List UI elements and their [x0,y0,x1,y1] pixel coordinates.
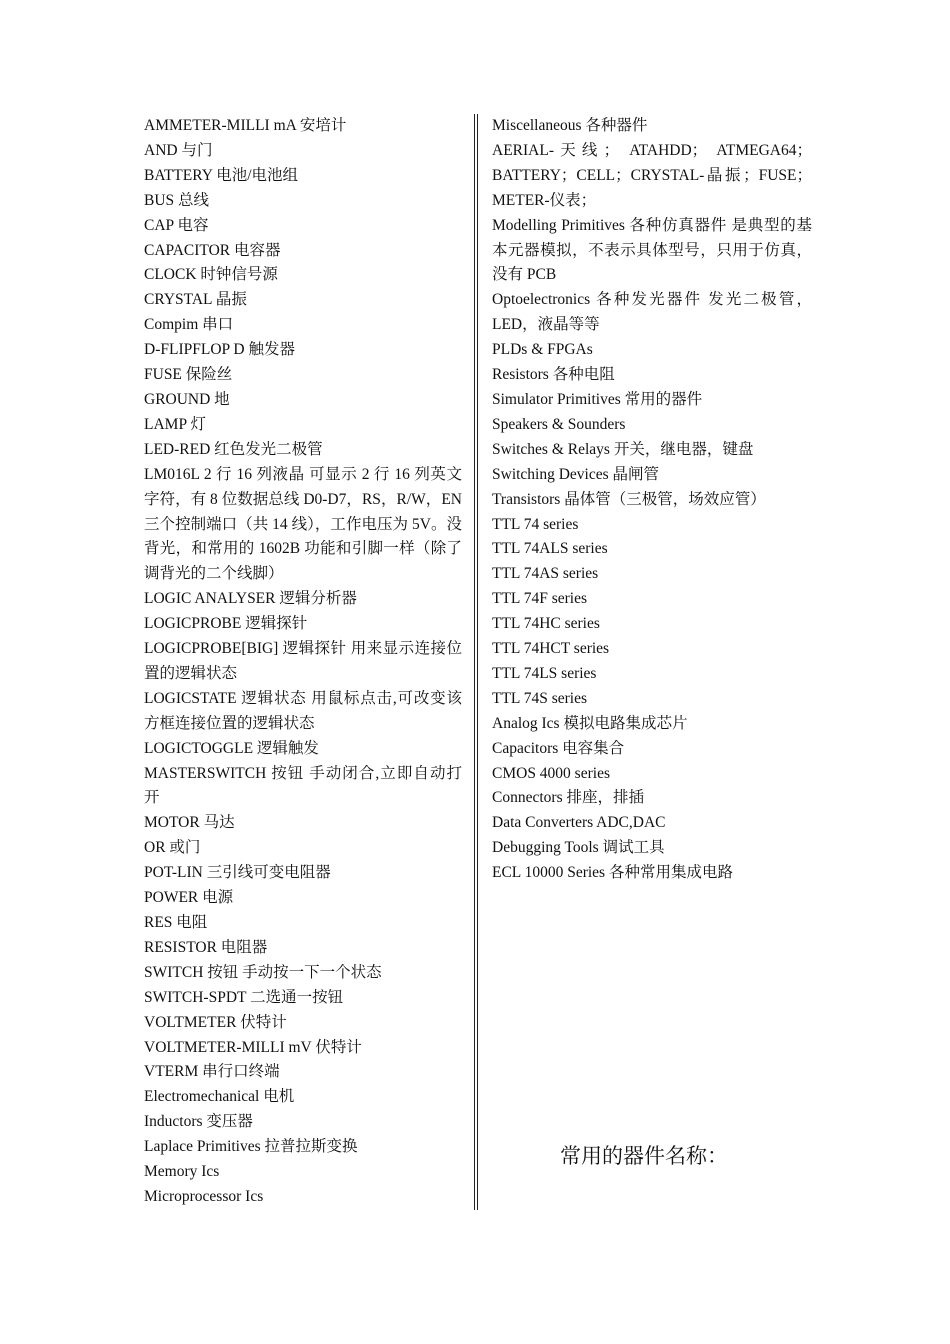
component-entry: SWITCH 按钮 手动按一下一个状态 [144,963,382,981]
component-entry: CMOS 4000 series [492,764,610,782]
component-entry: D-FLIPFLOP D 触发器 [144,341,295,359]
component-entry: TTL 74 series [492,515,579,533]
component-entry: Simulator Primitives 常用的器件 [492,390,703,408]
component-entry: Electromechanical 电机 [144,1088,295,1106]
component-entry: CLOCK 时钟信号源 [144,266,278,284]
component-entry: CRYSTAL 晶振 [144,291,247,309]
right-column [492,114,812,886]
component-entry: TTL 74LS series [492,664,597,682]
component-entry: Memory Ics [144,1163,220,1181]
component-entry: Connectors 排座，排插 [492,789,644,807]
component-entry: MASTERSWITCH 按钮 手动闭合,立即自动打开 [144,764,462,807]
component-entry: Resistors 各种电阻 [492,366,615,384]
component-entry: TTL 74AS series [492,565,599,583]
component-entry: TTL 74F series [492,590,587,608]
component-entry: OR 或门 [144,839,201,857]
component-entry: Debugging Tools 调试工具 [492,839,665,857]
component-entry: VTERM 串行口终端 [144,1063,280,1081]
component-entry: Microprocessor Ics [144,1187,264,1205]
component-entry: LOGICPROBE[BIG] 逻辑探针 用来显示连接位置的逻辑状态 [144,640,462,682]
component-entry: Compim 串口 [144,316,234,334]
component-entry: AMMETER-MILLI mA 安培计 [144,117,347,134]
component-entry: Analog Ics 模拟电路集成芯片 [492,714,688,732]
component-entry: TTL 74HC series [492,615,600,633]
component-entry: RESISTOR 电阻器 [144,938,268,956]
left-column [144,114,462,1210]
component-entry: LOGICSTATE 逻辑状态 用鼠标点击,可改变该方框连接位置的逻辑状态 [144,689,462,732]
section-heading: 常用的器件名称： [560,1144,728,1168]
component-entry: LOGICTOGGLE 逻辑触发 [144,739,319,757]
component-entry: CAPACITOR 电容器 [144,241,281,259]
component-entry: RES 电阻 [144,914,208,931]
component-entry: AERIAL-天线； ATAHDD； ATMEGA64；BATTERY；CELL；CRYSTAL-晶振；FUSE；METER-仪表； [492,141,812,209]
component-entry: LOGICPROBE 逻辑探针 [144,615,308,633]
component-entry: Miscellaneous 各种器件 [492,117,648,134]
component-entry: MOTOR 马达 [144,814,235,832]
component-entry: POT-LIN 三引线可变电阻器 [144,864,331,882]
component-entry: Capacitors 电容集合 [492,739,625,757]
component-entry: BATTERY 电池/电池组 [144,166,299,184]
component-entry: AND 与门 [144,141,213,159]
component-entry: VOLTMETER 伏特计 [144,1013,287,1031]
component-entry: Laplace Primitives 拉普拉斯变换 [144,1138,358,1156]
component-entry: TTL 74HCT series [492,640,610,658]
component-entry: TTL 74ALS series [492,540,608,558]
component-entry: POWER 电源 [144,889,234,907]
component-entry: Data Converters ADC,DAC [492,814,666,832]
component-entry: LM016L 2 行 16 列液晶 可显示 2 行 16 列英文字符，有 8 位数据总线 D0-D7，RS，R/W，EN 三个控制端口（共 14 线），工作电压为 5V。没背光，和常用的 1602B 功能和引脚一样（除了调背光的二个线脚） [144,465,462,583]
component-entry: Transistors 晶体管（三极管，场效应管） [492,490,766,508]
component-entry: LAMP 灯 [144,415,206,433]
component-entry: VOLTMETER-MILLI mV 伏特计 [144,1038,362,1056]
component-entry: Speakers & Sounders [492,415,626,433]
component-entry: Inductors 变压器 [144,1113,253,1131]
component-entry: LED-RED 红色发光二极管 [144,440,323,458]
component-entry: Switching Devices 晶闸管 [492,465,660,483]
component-entry: BUS 总线 [144,191,210,209]
column-divider [474,114,478,1210]
component-entry: GROUND 地 [144,390,230,408]
component-entry: ECL 10000 Series 各种常用集成电路 [492,864,733,882]
component-entry: SWITCH-SPDT 二选通一按钮 [144,988,344,1006]
component-entry: Optoelectronics 各种发光器件 发光二极管，LED，液晶等等 [492,291,812,334]
component-entry: Modelling Primitives 各种仿真器件 是典型的基本元器模拟，不表示具体型号，只用于仿真，没有 PCB [492,216,812,284]
component-entry: Switches & Relays 开关，继电器，键盘 [492,440,754,458]
component-entry: LOGIC ANALYSER 逻辑分析器 [144,590,357,608]
component-entry: CAP 电容 [144,216,209,234]
component-entry: PLDs & FPGAs [492,341,593,359]
component-entry: TTL 74S series [492,689,587,707]
component-entry: FUSE 保险丝 [144,366,233,384]
